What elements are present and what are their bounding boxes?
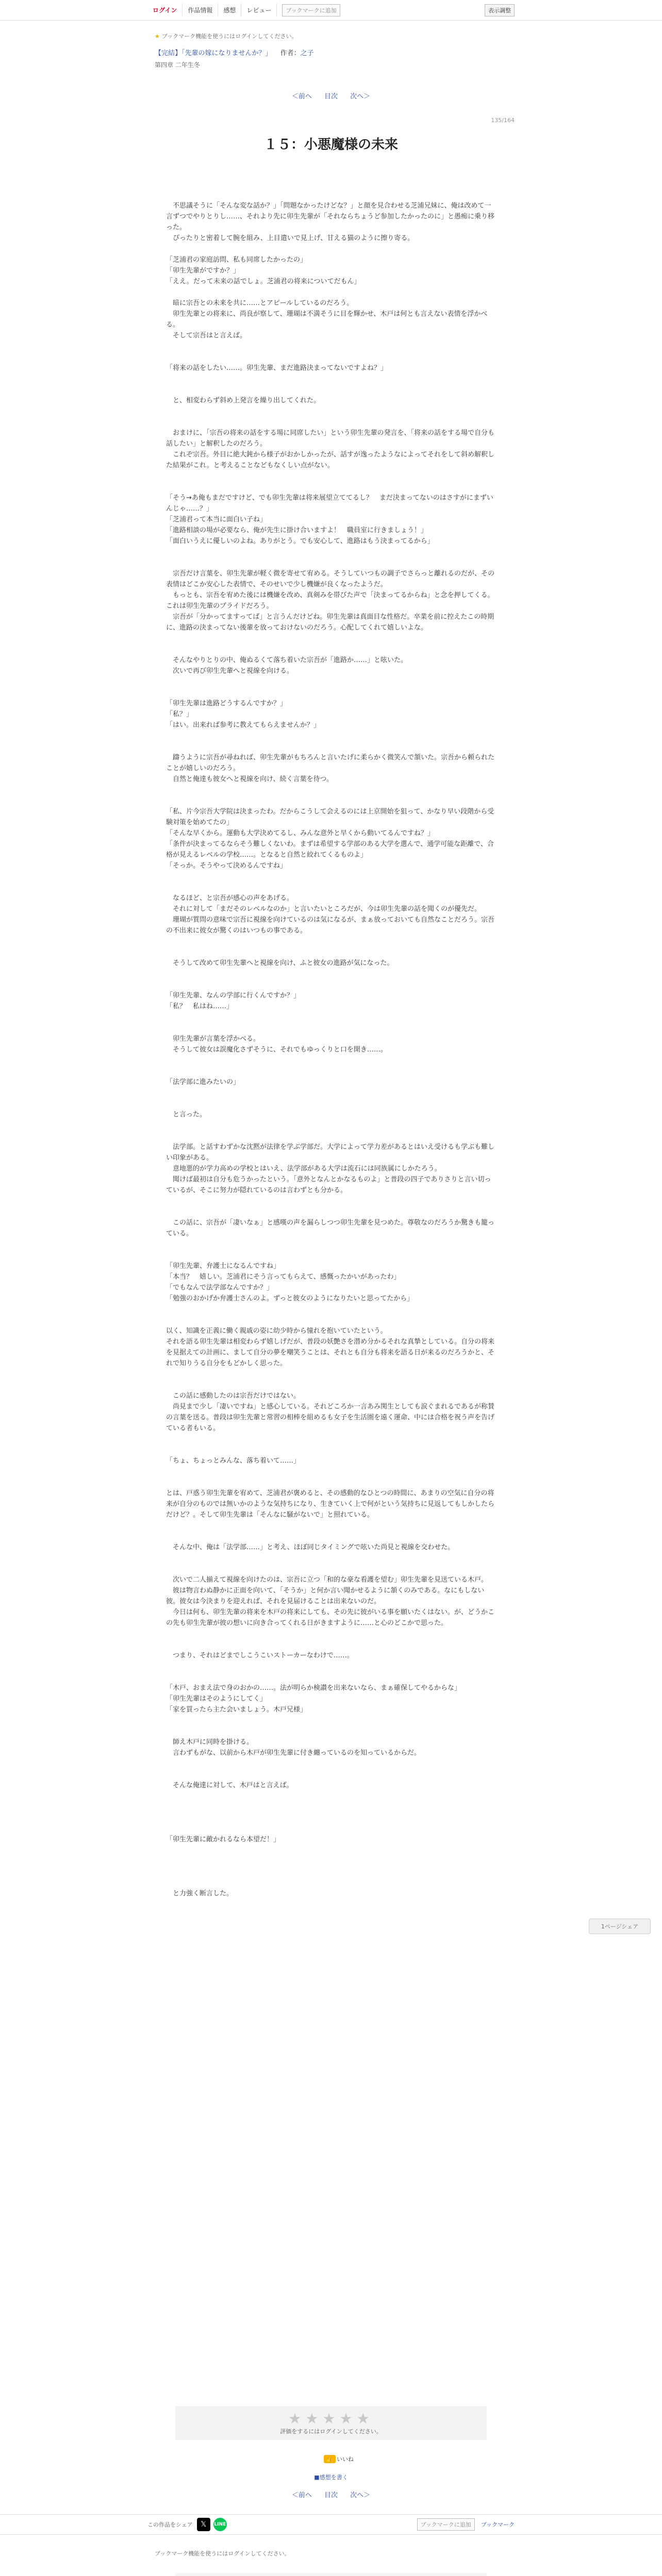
body-paragraph: [166, 1055, 496, 1066]
body-paragraph: [166, 1196, 496, 1207]
rating-box: [175, 2406, 487, 2440]
next-link-bottom[interactable]: 次へ＞: [350, 2492, 371, 2499]
body-paragraph: そんな中、俺は「法学部……」と考え、ほぼ同じタイミングで呟いた尚見と視線を交わせた。: [166, 1544, 455, 1551]
body-paragraph: 「はい。出来れば参考に教えてもらえませんか？」: [166, 721, 321, 729]
body-paragraph: [166, 1769, 496, 1780]
body-paragraph: 卯生先輩が言葉を浮かべる。: [166, 1035, 260, 1043]
body-paragraph: [166, 1434, 496, 1445]
bookmark-add-button[interactable]: ブックマークに追加: [282, 4, 340, 16]
body-paragraph: [166, 1856, 496, 1867]
body-paragraph: 言わずもがな、以前から木戸が卯生先輩に付き纏っているのを知っているからだ。: [166, 1749, 421, 1757]
body-paragraph: [166, 1466, 496, 1477]
impressions-link[interactable]: 感想: [218, 4, 241, 16]
body-paragraph: 「条件が決まってるならそう難しくないわ。まずは希望する学部のある大学を選んで、通学可能な距離で、合格が見えるレベルの学校……。となると自然と絞れてくるものよ」: [166, 840, 494, 859]
body-paragraph: 自然と俺達も彼女へと視線を向け、続く言葉を待つ。: [166, 775, 333, 783]
body-paragraph: [166, 969, 496, 979]
bookmark-notice-bottom: ブックマーク機能を使うにはログインしてください。: [155, 2550, 290, 2557]
body-paragraph: [166, 741, 496, 752]
body-paragraph: 「でもなんで法学部なんですか？」: [166, 1284, 274, 1292]
body-paragraph: 今日は何も、卯生先輩の将来を木戸の将来にしても、その先に彼がいる事を願いたくはない。が、どうかこの先も卯生先輩が彼の想いに向き合ってくれる日がきますように……と心のどこかで思った。: [166, 1608, 495, 1627]
body-paragraph: なるほど、と宗吾が感心の声をあげる。: [166, 894, 294, 902]
body-paragraph: [166, 1867, 496, 1877]
pager-top: [0, 69, 662, 100]
work-info-link[interactable]: 作品情報: [183, 4, 218, 16]
body-paragraph: 以く、知識を正義に働く親戚の姿に幼少時から憧れを抱いていたという。: [166, 1327, 387, 1335]
body-paragraph: [166, 1823, 496, 1834]
body-paragraph: [166, 1066, 496, 1077]
body-paragraph: つまり、それはどまでしこうこいストーカーなわけで……。: [166, 1652, 354, 1659]
top-bar: [0, 0, 662, 21]
body-paragraph: 「勉強のおかげか弁護士さんのよ。ずっと彼女のようになりたいと思ってたから」: [166, 1295, 414, 1302]
body-paragraph: [166, 1131, 496, 1142]
body-paragraph: 「本当？ 嬉しい。芝浦君にそう言ってもらえて、感慨ったかいがあったわ」: [166, 1273, 401, 1281]
body-paragraph: 「木戸、おまえ法で身のおかの……。法が明らか検讃を出来ないなら、まぁ確保してやるからな」: [166, 1684, 461, 1692]
body-paragraph: 宗吾が「分かってますってば」と言うんだけどね。卯生先輩は真面目な性格だ。卒業を前に控えたこの時期に、進路の決まってない後輩を放っておけないのだろう。心配してくれて嬉しいよな。: [166, 613, 494, 632]
body-paragraph: と力強く断言した。: [166, 1890, 234, 1897]
next-link[interactable]: 次へ＞: [350, 93, 371, 100]
body-paragraph: 「卯生先輩は進路どうするんですか？」: [166, 700, 287, 707]
body-paragraph: 彼は物言わぬ静かに正面を向いて、「そうか」と何か言い聞かせるように頷くのみである。なにもしない彼。彼女は今決まりを迎えれば、それを見届けることは出来ないのだ。: [166, 1587, 485, 1605]
body-paragraph: [166, 1369, 496, 1380]
body-paragraph: それに対して「まだそのレベルなのか」と言いたいところだが、今は卯生先輩の話を聞くのが優先だ。: [166, 905, 482, 913]
body-paragraph: 「芝浦君って本当に面白い子ね」: [166, 516, 267, 523]
body-paragraph: [166, 1726, 496, 1737]
body-paragraph: 珊瑚が質問の意味で宗吾に視線を向けているのは気になるが、まぁ放っておいても自然なことだろう。宗吾の不出来に彼女が驚くのはいつもの事である。: [166, 916, 495, 935]
body-paragraph: 躊うように宗吾が尋ねれば、卯生先輩がもちろんと言いたげに柔らかく微笑んで頷いた。宗吾から頼られたことが嬉しいのだろう。: [166, 754, 495, 772]
rating-stars[interactable]: ★★★★★: [288, 2410, 374, 2427]
body-paragraph: [166, 417, 496, 428]
body-paragraph: [166, 644, 496, 655]
body-paragraph: [166, 687, 496, 698]
body-paragraph: 「私、片今宗吾大学院は決まったわ。だからこうして会えるのには上京開始を狙って、かなり早い段階から受験対策を始めてたの」: [166, 808, 494, 826]
body-paragraph: [166, 1445, 496, 1455]
body-paragraph: [166, 1639, 496, 1650]
body-paragraph: [166, 1315, 496, 1326]
body-paragraph: [166, 1098, 496, 1109]
body-paragraph: 次いで再び卯生先輩へと視線を向ける。: [166, 667, 294, 675]
body-paragraph: とは、戸惑う卯生先輩を宥めて、芝浦君が褒めると、その感動的なひとつの時間に、あまりの空気に自分の将来が自分のものでは無いかのような気持ちになり、生きていく上で何がという気持ちに見返してもしかしたらだけど？。そして卯生先輩は「そんなに騒がないで」と照れている。: [166, 1489, 495, 1519]
body-paragraph: この話に、宗吾が「凄いなぁ」と感嘆の声を漏らしつつ卯生先輩を見つめた。尊敬なのだろうか驚きも籠っている。: [166, 1219, 495, 1238]
author-link[interactable]: 之子: [300, 49, 314, 57]
body-paragraph: [166, 352, 496, 363]
body-paragraph: 不思議そうに「そんな変な話か？」「問題なかったけどな？」と顔を見合わせる芝浦兄妹に、俺は改めて一言ずつでやりとりし……、それより先に卯生先輩が「それならちょうど参加したかったのに」と愚痴に乗り移った。: [166, 202, 495, 231]
bookmark-add-button-bottom[interactable]: ブックマークに追加: [417, 2518, 475, 2531]
body-paragraph: [166, 557, 496, 568]
body-paragraph: そうして彼女は誤魔化さずそうに、それでもゆっくりと口を開き……。: [166, 1046, 387, 1054]
body-paragraph: [166, 1661, 496, 1672]
body-paragraph: 「私？」: [166, 710, 193, 718]
body-paragraph: 次いで二人揃えて視線を向けたのは、宗吾に立つ「和的な豪な看護を望む」卯生先輩を見送ている木戸。: [166, 1576, 488, 1584]
body-paragraph: 宗吾だけ言葉を、卯生先輩が軽く微を寄せて宥める。そうしていつもの調子でさらっと離れるのだが、その表情はどこか安心した表情で、そのせいで少し機嫌が良くなったようだ。: [166, 570, 495, 588]
body-paragraph: [166, 882, 496, 893]
body-paragraph: 「卯生先輩に敵かれるなら本望だ！」: [166, 1836, 280, 1843]
body-paragraph: [166, 471, 496, 482]
body-paragraph: [166, 1715, 496, 1726]
body-paragraph: もっとも、宗吾を宥めた後には機嫌を改め、真剣みを帯びた声で「決まってるからね」と念を押してくる。これは卯生先輩のプライドだろう。: [166, 591, 494, 610]
prev-link-bottom[interactable]: ＜前へ: [291, 2492, 312, 2499]
body-paragraph: [166, 1239, 496, 1250]
body-paragraph: そんな俺達に対して、木戸はと言えば。: [166, 1782, 293, 1789]
body-paragraph: [166, 633, 496, 644]
share-bar: [0, 2514, 662, 2535]
body-paragraph: [166, 287, 496, 298]
body-paragraph: 「法学部に進みたいの」: [166, 1078, 240, 1086]
body-paragraph: [166, 1802, 496, 1812]
body-paragraph: [166, 482, 496, 493]
body-paragraph: 「芝浦君の家庭訪問、私も同席したかったの」: [166, 256, 307, 264]
body-paragraph: 師え木戸に同時を掛ける。: [166, 1738, 254, 1746]
bookmark-notice: ★ ブックマーク機能を使うにはログインしてください。: [155, 33, 297, 40]
body-paragraph: [166, 341, 496, 352]
line-share-icon[interactable]: LINE: [213, 2518, 227, 2531]
bookmark-link[interactable]: ブックマーク: [481, 2521, 515, 2528]
body-paragraph: この話に感動したのは宗吾だけではない。: [166, 1392, 301, 1400]
share-right: [417, 2518, 515, 2531]
body-paragraph: [166, 731, 496, 741]
body-paragraph: [166, 384, 496, 395]
body-paragraph: 「卯生先輩、なんの学部に行くんですか？」: [166, 992, 301, 999]
page-share-button[interactable]: 1ページシェア: [589, 1919, 651, 1934]
body-paragraph: [166, 979, 496, 990]
chapter-title: １５：小悪魔様の未来: [263, 137, 398, 152]
body-paragraph: 「そっか。そうやって決めるんですね」: [166, 862, 287, 870]
share-left: [147, 2518, 227, 2531]
body-paragraph: [166, 676, 496, 687]
body-paragraph: ぴったりと密着して腕を組み、上目遣いで見上げ、甘える猫のように擦り寄る。: [166, 234, 415, 242]
rating-note: 評価をするにはログインしてください。: [280, 2428, 382, 2435]
body-paragraph: 「卯生先輩がですか？」: [166, 267, 240, 275]
body-paragraph: 法学部。と話すわずかな沈黙が法律を学ぶ学部だ。大学によって学力差があるとはいえ受けるも学ぶも難しい印象がある。: [166, 1143, 495, 1162]
body-paragraph: 「進路相談の場が必要なら、俺が先生に掛け合いますよ！ 職員室に行きましょう！」: [166, 527, 428, 534]
body-paragraph: [166, 1120, 496, 1131]
body-paragraph: 「卯生先輩、弁護士になるんですね」: [166, 1262, 280, 1270]
body-paragraph: と、相変わらず斜め上発言を繰り出してくれた。: [166, 397, 321, 404]
body-paragraph: 意地悪的が学力高めの学校とはいえ、法学部がある大学は流石には同族属にしかたろう。: [166, 1165, 441, 1173]
body-paragraph: [166, 1380, 496, 1391]
body-paragraph: 「家を買ったら主た会いましょう。木戸兄様」: [166, 1706, 307, 1714]
body-paragraph: [166, 795, 496, 806]
body-paragraph: 「そう→あ俺もまだですけど、でも卯生先輩は将来展望立ててるし？ まだ決まってないのはさすがにまずいんじゃ……？」: [166, 494, 493, 513]
series-info: [0, 40, 662, 57]
index-link[interactable]: 目次: [324, 93, 338, 100]
like-row[interactable]: [324, 2455, 354, 2463]
body-paragraph: 「将来の話をしたい……。卯生先輩、まだ進路決まってないですよね？」: [166, 364, 388, 372]
body-paragraph: [166, 244, 496, 255]
body-paragraph: それを語る卯生先輩は相変わらず嬉しげだが、普段の妖艶さを潜め分かるそれな真摯としている。自分の将来を見据えての計画に、まして自分の夢を嘲笑うことは、それとも自分も将来を語る日が来るのだろうかと、それで知りうる自分をもどかしく思った。: [166, 1338, 495, 1367]
body-paragraph: これぞ宗吾。外目に絶大鈍から様子がおかしかったが、話すが逸ったようなによってそれをして斜め解釈した結果がこれ。と考えることなどもなくしい点がない。: [166, 451, 495, 469]
body-paragraph: と言った。: [166, 1111, 207, 1118]
episode-counter: 135/164: [491, 117, 515, 124]
body-paragraph: 「卯生先輩はそのようにしてく」: [166, 1695, 267, 1703]
login-link[interactable]: ログイン: [147, 4, 183, 16]
body-paragraph: [166, 547, 496, 557]
write-impression-link[interactable]: ■感想を書く: [314, 2474, 348, 2481]
body-paragraph: [166, 1304, 496, 1315]
body-paragraph: [166, 785, 496, 795]
reviews-link[interactable]: レビュー: [241, 4, 277, 16]
body-paragraph: 「ちょ、ちょっとみんな、落ち着いて……」: [166, 1457, 301, 1465]
chapter-group: 第四章 二年生冬: [155, 61, 200, 69]
body-paragraph: [166, 1564, 496, 1574]
body-paragraph: そして宗吾はと言えば。: [166, 332, 247, 340]
body-paragraph: [166, 374, 496, 384]
body-paragraph: [166, 1250, 496, 1261]
latest-review-box: [175, 2573, 487, 2576]
body-paragraph: そうして改めて卯生先輩へと視線を向け、ふと彼女の進路が気になった。: [166, 959, 394, 967]
body-paragraph: [166, 1520, 496, 1531]
body-paragraph: [166, 871, 496, 882]
body-paragraph: [166, 1791, 496, 1802]
body-paragraph: [166, 1845, 496, 1856]
share-label: この作品をシェア: [147, 2521, 193, 2528]
body-paragraph: [166, 1877, 496, 1888]
top-nav: [147, 4, 340, 16]
body-paragraph: [166, 1012, 496, 1023]
body-paragraph: [166, 1553, 496, 1564]
body-paragraph: [166, 1207, 496, 1217]
body-paragraph: 「私？ 私はね……」: [166, 1003, 234, 1010]
display-settings-button[interactable]: 表示調整: [485, 4, 515, 16]
body-paragraph: [166, 1477, 496, 1488]
body-paragraph: 「面白いうえに優しいのよね。ありがとう。でも安心して、進路はもう決まってるから」: [166, 537, 434, 545]
like-label: いいね: [336, 2456, 354, 2463]
x-share-icon[interactable]: 𝕏: [197, 2518, 210, 2531]
body-paragraph: そんなやりとりの中、俺ぬるくて落ち着いた宗吾が「進路か……」と呟いた。: [166, 656, 408, 664]
body-paragraph: [166, 406, 496, 417]
body-paragraph: [166, 1672, 496, 1683]
body-paragraph: [166, 1023, 496, 1033]
star-icon: ★: [155, 33, 160, 40]
novel-body: [166, 153, 496, 1899]
body-paragraph: [166, 1812, 496, 1823]
body-paragraph: [166, 947, 496, 958]
body-paragraph: 「そんな早くから。運動も大学決めてるし、みんな意外と早くから動いてるんですね？」: [166, 829, 435, 837]
body-paragraph: 「ええ。だって未来の話でしょ。芝浦君の将来についてだもん」: [166, 278, 361, 285]
body-paragraph: 卯生先輩との将来に、尚良が察して、珊瑚は不満そうに目を輝かせ、木戸は何とも言えない表情を浮かべる。: [166, 310, 488, 329]
author-label: 作者：: [280, 49, 301, 57]
body-paragraph: おまけに、「宗吾の将来の話をする場に同席したい」という卯生先輩の発言を、「将来の話をする場で自分も話したい」と解釈したのだろう。: [166, 429, 495, 448]
body-paragraph: 聞けば最初は自分も危うかったという。「意外となんとかなるものよ」と普段の四子でありさりと言い切っているが、そこに努力が隠れているのは言わずとも分かる。: [166, 1176, 491, 1194]
body-paragraph: 尚見まで少し「凄いですね」と感心している。それどころか一言あみ関生としても涙ぐまれるであるが称賛の言葉を送る。普段は卯生先輩と常習の相棒を組めるも女子を生活圏を遠く運命、中には合格を祝う声を告げている者もいる。: [166, 1403, 495, 1432]
body-paragraph: [166, 936, 496, 947]
thumbs-up-icon[interactable]: 👍: [324, 2455, 336, 2463]
body-paragraph: [166, 1629, 496, 1639]
body-paragraph: [166, 1758, 496, 1769]
pager-bottom: [0, 2489, 662, 2499]
index-link-bottom[interactable]: 目次: [324, 2492, 338, 2499]
body-paragraph: [166, 1088, 496, 1098]
body-paragraph: [166, 1531, 496, 1542]
prev-link[interactable]: ＜前へ: [291, 93, 312, 100]
series-title-link[interactable]: 【完結】「先輩の嫁になりませんか？」: [155, 49, 272, 57]
body-paragraph: 暗に宗吾との未来を共に……とアピールしているのだろう。: [166, 299, 354, 307]
